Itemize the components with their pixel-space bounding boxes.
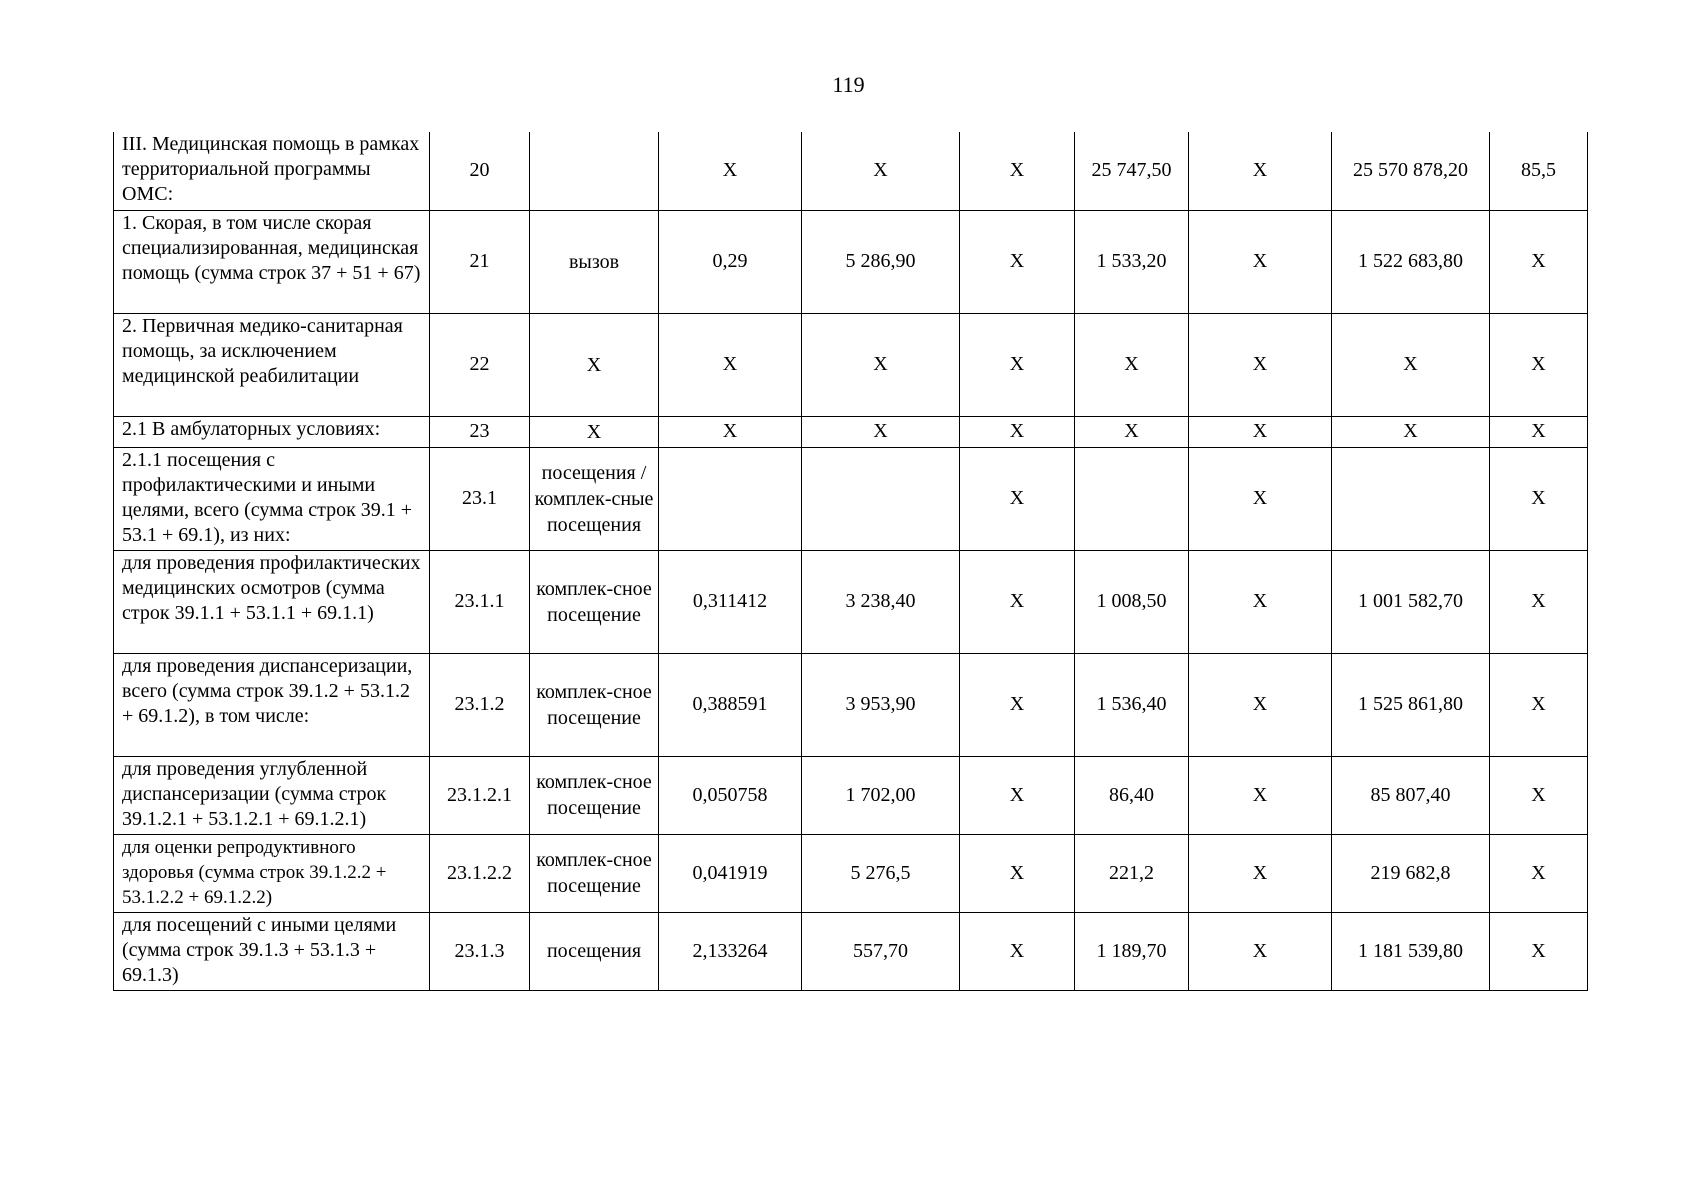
cell-c8: X — [1189, 132, 1332, 210]
row-unit: комплек-сное посещение — [530, 550, 659, 653]
table-row — [114, 416, 1588, 447]
cell-c7: 86,40 — [1075, 756, 1189, 834]
cell-c6: X — [960, 416, 1075, 447]
cell-c5: X — [802, 132, 960, 210]
cell-c9 — [1332, 447, 1490, 550]
cell-c4: X — [659, 416, 802, 447]
cell-c10: X — [1490, 210, 1588, 313]
row-name: для проведения диспансеризации, всего (сумма строк 39.1.2 + 53.1.2 + 69.1.2), в том числе: — [114, 653, 430, 756]
cell-c10: X — [1490, 912, 1588, 990]
cell-c7 — [1075, 447, 1189, 550]
cell-c8: X — [1189, 447, 1332, 550]
cell-c8: X — [1189, 834, 1332, 912]
row-name: для проведения профилактических медицинских осмотров (сумма строк 39.1.1 + 53.1.1 + 69.1.1) — [114, 550, 430, 653]
row-code: 23.1.3 — [430, 912, 530, 990]
cell-c9: 85 807,40 — [1332, 756, 1490, 834]
cell-c6: X — [960, 912, 1075, 990]
cell-c8: X — [1189, 756, 1332, 834]
cell-c5: 5 286,90 — [802, 210, 960, 313]
cell-c5: X — [802, 313, 960, 416]
row-code: 23 — [430, 416, 530, 447]
row-name: для оценки репродуктивного здоровья (сумма строк 39.1.2.2 + 53.1.2.2 + 69.1.2.2) — [114, 834, 430, 912]
cell-c5 — [802, 447, 960, 550]
table-row — [114, 447, 1588, 550]
table-row — [114, 912, 1588, 990]
cell-c8: X — [1189, 550, 1332, 653]
cell-c4: 0,311412 — [659, 550, 802, 653]
cell-c7: 1 189,70 — [1075, 912, 1189, 990]
cell-c9: 219 682,8 — [1332, 834, 1490, 912]
cell-c9: 1 525 861,80 — [1332, 653, 1490, 756]
row-unit — [530, 132, 659, 210]
cell-c10: X — [1490, 756, 1588, 834]
cell-c5: 557,70 — [802, 912, 960, 990]
cell-c7: 1 536,40 — [1075, 653, 1189, 756]
cell-c5: 5 276,5 — [802, 834, 960, 912]
cell-c7: 1 533,20 — [1075, 210, 1189, 313]
cell-c10: X — [1490, 653, 1588, 756]
cell-c5: 3 953,90 — [802, 653, 960, 756]
cell-c9: 1 181 539,80 — [1332, 912, 1490, 990]
row-unit: посещения — [530, 912, 659, 990]
medical-care-table — [113, 132, 1588, 991]
cell-c4: 0,041919 — [659, 834, 802, 912]
page-number: 119 — [832, 72, 865, 97]
row-code: 23.1 — [430, 447, 530, 550]
cell-c6: X — [960, 313, 1075, 416]
row-unit: комплек-сное посещение — [530, 756, 659, 834]
row-code: 23.1.2 — [430, 653, 530, 756]
table-row — [114, 834, 1588, 912]
cell-c10: X — [1490, 313, 1588, 416]
cell-c6: X — [960, 653, 1075, 756]
row-code: 22 — [430, 313, 530, 416]
row-name: для посещений с иными целями (сумма строк 39.1.3 + 53.1.3 + 69.1.3) — [114, 912, 430, 990]
cell-c8: X — [1189, 416, 1332, 447]
cell-c10: X — [1490, 416, 1588, 447]
cell-c8: X — [1189, 313, 1332, 416]
cell-c4: 0,29 — [659, 210, 802, 313]
row-code: 23.1.2.2 — [430, 834, 530, 912]
cell-c9: 1 522 683,80 — [1332, 210, 1490, 313]
row-unit: X — [530, 416, 659, 447]
cell-c10: X — [1490, 550, 1588, 653]
cell-c4: X — [659, 132, 802, 210]
cell-c8: X — [1189, 210, 1332, 313]
cell-c5: X — [802, 416, 960, 447]
cell-c10: X — [1490, 834, 1588, 912]
cell-c9: 1 001 582,70 — [1332, 550, 1490, 653]
cell-c8: X — [1189, 653, 1332, 756]
cell-c7: X — [1075, 416, 1189, 447]
cell-c6: X — [960, 132, 1075, 210]
row-name: III. Медицинская помощь в рамках территориальной программы ОМС: — [114, 132, 430, 210]
cell-c7: 25 747,50 — [1075, 132, 1189, 210]
row-name: 2.1 В амбулаторных условиях: — [114, 416, 430, 447]
cell-c4: X — [659, 313, 802, 416]
row-name: 2. Первичная медико-санитарная помощь, за исключением медицинской реабилитации — [114, 313, 430, 416]
cell-c4: 0,050758 — [659, 756, 802, 834]
cell-c6: X — [960, 447, 1075, 550]
cell-c9: X — [1332, 313, 1490, 416]
row-name: 1. Скорая, в том числе скорая специализированная, медицинская помощь (сумма строк 37 + 51 + 67) — [114, 210, 430, 313]
cell-c9: 25 570 878,20 — [1332, 132, 1490, 210]
cell-c6: X — [960, 756, 1075, 834]
row-code: 20 — [430, 132, 530, 210]
cell-c8: X — [1189, 912, 1332, 990]
table-row — [114, 313, 1588, 416]
table-row — [114, 653, 1588, 756]
cell-c6: X — [960, 210, 1075, 313]
row-name: для проведения углубленной диспансеризации (сумма строк 39.1.2.1 + 53.1.2.1 + 69.1.2.1) — [114, 756, 430, 834]
row-code: 23.1.1 — [430, 550, 530, 653]
row-unit: X — [530, 313, 659, 416]
cell-c4: 0,388591 — [659, 653, 802, 756]
cell-c4: 2,133264 — [659, 912, 802, 990]
cell-c7: 221,2 — [1075, 834, 1189, 912]
cell-c7: 1 008,50 — [1075, 550, 1189, 653]
table-row — [114, 550, 1588, 653]
cell-c6: X — [960, 834, 1075, 912]
row-code: 23.1.2.1 — [430, 756, 530, 834]
table-row — [114, 210, 1588, 313]
table-row — [114, 132, 1588, 210]
cell-c10: 85,5 — [1490, 132, 1588, 210]
row-code: 21 — [430, 210, 530, 313]
cell-c5: 3 238,40 — [802, 550, 960, 653]
cell-c7: X — [1075, 313, 1189, 416]
cell-c6: X — [960, 550, 1075, 653]
row-unit: вызов — [530, 210, 659, 313]
table-row — [114, 756, 1588, 834]
cell-c9: X — [1332, 416, 1490, 447]
row-unit: комплек-сное посещение — [530, 834, 659, 912]
row-unit: комплек-сное посещение — [530, 653, 659, 756]
cell-c5: 1 702,00 — [802, 756, 960, 834]
cell-c10: X — [1490, 447, 1588, 550]
row-name: 2.1.1 посещения с профилактическими и иными целями, всего (сумма строк 39.1 + 53.1 + 69.1), из них: — [114, 447, 430, 550]
row-unit: посещения /комплек-сные посещения — [530, 447, 659, 550]
cell-c4 — [659, 447, 802, 550]
